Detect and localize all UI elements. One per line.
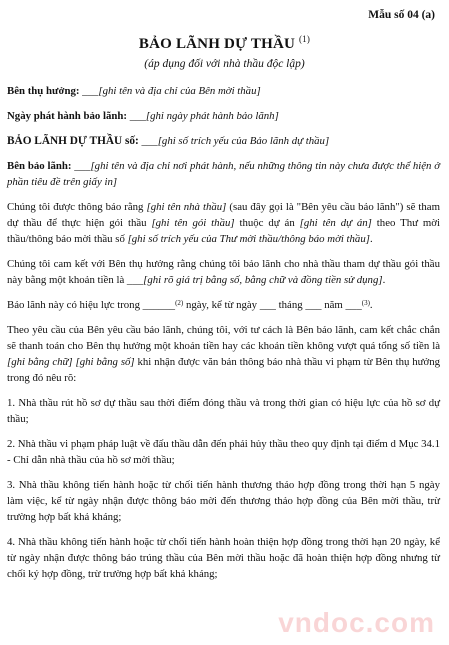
commitment-paragraph — [7, 256, 440, 288]
footnote-marker: (2) — [175, 299, 184, 307]
guarantor-line — [7, 158, 440, 190]
notification-paragraph — [7, 199, 440, 247]
beneficiary-label: Bên thụ hưởng: — [7, 85, 80, 97]
guarantor-blank: ___ — [71, 160, 91, 172]
violation-item: 3. Nhà thầu không tiến hành hoặc từ chối tiến hành thương thảo hợp đồng trong thời hạn 5 ngày làm việc, kể từ ngày nhận được thông báo mời đến thương thảo hợp đồng của Bên mời thầu, trừ trường hợp bất khả kháng; — [7, 479, 440, 523]
paragraph-text: . — [369, 233, 373, 245]
paragraph-text: Theo yêu cầu của Bên yêu cầu bảo lãnh, chúng tôi, với tư cách là Bên bảo lãnh, cam kết chắc chắn sẽ thanh toán cho Bên thụ hưởng một khoản tiền hay các khoản tiền không vượt quá tổng số tiền là — [7, 324, 440, 352]
issue-date-blank: ___ — [127, 110, 146, 122]
watermark-logo: vndoc.com — [278, 607, 435, 638]
paragraph-text: khi nhận được văn bản thông báo nhà thầu vi phạm từ Bên thụ hưởng trong đó nêu rõ: — [7, 356, 440, 384]
project-name-hint: [ghi tên dự án] — [299, 217, 372, 229]
document-subtitle: (áp dụng đối với nhà thầu độc lập) — [144, 58, 305, 70]
guarantee-number-blank: ___ — [138, 135, 158, 147]
document-body — [7, 83, 440, 591]
paragraph-text: thuộc dự án — [234, 217, 300, 229]
violation-item: 2. Nhà thầu vi phạm pháp luật về đấu thầu dẫn đến phải hủy thầu theo quy định tại điểm d Mục 34.1 - Chỉ dẫn nhà thầu của hồ sơ mời thầu; — [7, 438, 440, 466]
issue-date-hint: [ghi ngày phát hành bảo lãnh] — [145, 110, 279, 122]
document-title — [0, 34, 449, 53]
invitation-number-hint: [ghi số trích yếu của Thư mời thầu/thông báo mời thầu] — [127, 233, 370, 245]
guarantee-number-label: BẢO LÃNH DỰ THẦU số: — [7, 135, 139, 147]
paragraph-text: theo Thư mời thầu/thông báo mời thầu số — [7, 217, 440, 245]
footnote-marker: (3) — [361, 299, 370, 307]
issue-date-label: Ngày phát hành bảo lãnh: — [7, 110, 128, 122]
guarantor-hint: [ghi tên và địa chỉ nơi phát hành, nếu những thông tin này chưa được thể hiện ở phần tiêu đề trên giấy in] — [7, 160, 440, 188]
title-footnote: (1) — [298, 34, 311, 44]
title-text: BẢO LÃNH DỰ THẦU — [138, 36, 296, 52]
amount-hint: [ghi rõ giá trị bằng số, bằng chữ và đồng tiền sử dụng] — [143, 274, 383, 286]
contractor-name-hint: [ghi tên nhà thầu] — [146, 201, 227, 213]
paragraph-text: (sau đây gọi là "Bên yêu cầu bảo lãnh") sẽ tham dự thầu để thực hiện gói thầu — [7, 201, 440, 229]
paragraph-text: Chúng tôi cam kết với Bên thụ hưởng rằng chúng tôi bảo lãnh cho nhà thầu tham dự thầu gói thầu này bằng một khoản tiền là ___ — [7, 258, 440, 286]
paragraph-text: Bảo lãnh này có hiệu lực trong ______ — [7, 299, 176, 311]
issue-date-line — [7, 108, 440, 124]
paragraph-text: Chúng tôi được thông báo rằng — [7, 201, 147, 213]
violation-item: 1. Nhà thầu rút hồ sơ dự thầu sau thời điểm đóng thầu và trong thời gian có hiệu lực của hồ sơ dự thầu; — [7, 397, 440, 425]
form-number: Mẫu số 04 (a) — [368, 9, 435, 21]
guarantor-label: Bên bảo lãnh: — [7, 160, 72, 172]
guarantee-number-line — [7, 133, 440, 149]
guarantee-number-hint: [ghi số trích yếu của Bảo lãnh dự thầu] — [157, 135, 330, 147]
beneficiary-hint: [ghi tên và địa chỉ của Bên mời thầu] — [98, 85, 261, 97]
validity-paragraph — [7, 297, 440, 313]
paragraph-text: ngày, kể từ ngày ___ tháng ___ năm ___ — [183, 299, 362, 311]
beneficiary-blank: ___ — [79, 85, 99, 97]
total-amount-hint: [ghi bằng chữ] [ghi bằng số] — [7, 356, 135, 368]
violation-item: 4. Nhà thầu không tiến hành hoặc từ chối tiến hành hoàn thiện hợp đồng trong thời hạn 20 ngày, kể từ ngày nhận được thông báo trúng thầu của Bên mời thầu hoặc đã hoàn thiện hợp đồng nhưng từ chối ký hợp đồng, trừ trường hợp bất khả kháng; — [7, 536, 440, 580]
paragraph-text: . — [369, 299, 373, 311]
payment-paragraph — [7, 322, 440, 386]
paragraph-text: . — [382, 274, 386, 286]
beneficiary-line — [7, 83, 440, 99]
package-name-hint: [ghi tên gói thầu] — [151, 217, 235, 229]
